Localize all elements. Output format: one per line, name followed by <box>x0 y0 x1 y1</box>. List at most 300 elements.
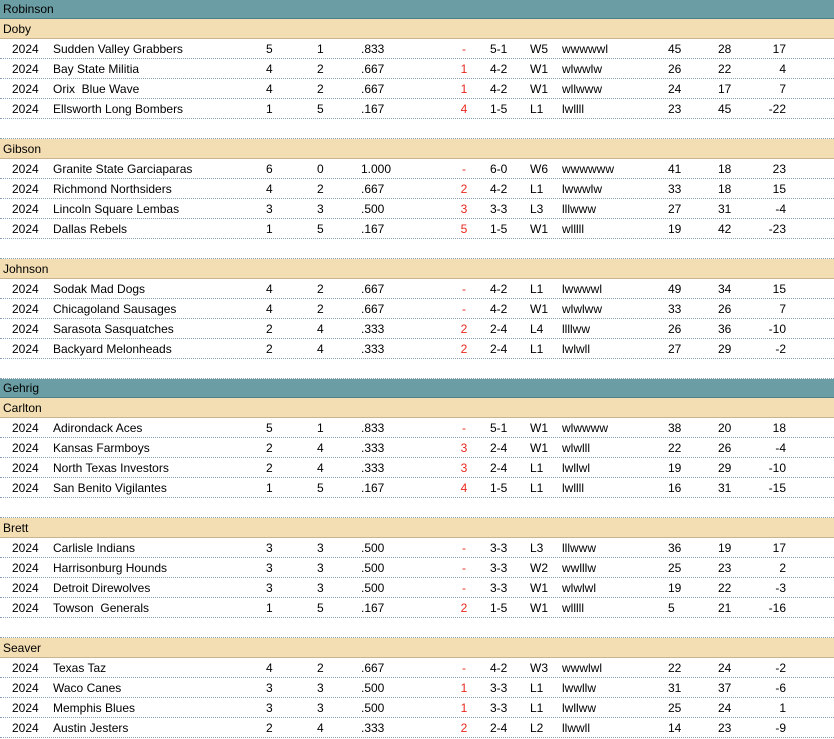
cell-record: 3-3 <box>490 202 508 216</box>
cell-streak: L1 <box>530 701 544 715</box>
cell-diff: -2 <box>775 661 786 675</box>
cell-year: 2024 <box>12 302 39 316</box>
cell-pct: .333 <box>361 342 385 356</box>
cell-team: San Benito Vigilantes <box>53 481 167 495</box>
cell-record: 3-3 <box>490 561 508 575</box>
cell-diff: 1 <box>779 701 786 715</box>
cell-rs: 25 <box>668 561 682 575</box>
cell-rs: 23 <box>668 102 682 116</box>
cell-l: 3 <box>317 681 324 695</box>
cell-rs: 22 <box>668 441 682 455</box>
cell-rs: 38 <box>668 421 682 435</box>
cell-ra: 37 <box>718 681 732 695</box>
cell-rs: 19 <box>668 222 682 236</box>
cell-ra: 45 <box>718 102 732 116</box>
team-row[interactable] <box>0 718 834 738</box>
cell-w: 2 <box>266 461 273 475</box>
cell-year: 2024 <box>12 102 39 116</box>
cell-w: 5 <box>266 421 273 435</box>
cell-pct: .667 <box>361 62 385 76</box>
cell-team: Waco Canes <box>53 681 122 695</box>
cell-diff: 4 <box>779 62 786 76</box>
cell-rs: 24 <box>668 82 682 96</box>
cell-l: 4 <box>317 461 324 475</box>
cell-l: 4 <box>317 322 324 336</box>
cell-w: 1 <box>266 481 273 495</box>
cell-rs: 19 <box>668 581 682 595</box>
cell-ra: 22 <box>718 62 732 76</box>
cell-last6: lwwllw <box>562 681 596 695</box>
cell-ra: 19 <box>718 541 732 555</box>
cell-l: 5 <box>317 601 324 615</box>
cell-diff: 2 <box>779 561 786 575</box>
cell-diff: -10 <box>768 461 786 475</box>
cell-streak: L2 <box>530 721 544 735</box>
cell-ra: 29 <box>718 461 732 475</box>
team-row[interactable] <box>0 179 834 199</box>
cell-gb: 1 <box>460 681 468 695</box>
cell-team: Granite State Garciaparas <box>53 162 193 176</box>
cell-pct: 1.000 <box>361 162 392 176</box>
cell-year: 2024 <box>12 681 39 695</box>
cell-team: Lincoln Square Lembas <box>53 202 180 216</box>
cell-last6: wlwlww <box>562 302 602 316</box>
conference-header[interactable]: Robinson <box>0 0 834 19</box>
cell-year: 2024 <box>12 222 39 236</box>
cell-l: 1 <box>317 42 324 56</box>
blank-row <box>0 119 834 139</box>
cell-team: Sodak Mad Dogs <box>53 282 146 296</box>
cell-gb: 2 <box>460 322 468 336</box>
cell-ra: 22 <box>718 581 732 595</box>
cell-last6: lwwwwl <box>562 282 602 296</box>
division-header[interactable]: Doby <box>0 19 834 39</box>
cell-record: 5-1 <box>490 421 508 435</box>
cell-diff: -2 <box>775 342 786 356</box>
blank-row <box>0 239 834 259</box>
cell-gb: 2 <box>460 182 468 196</box>
cell-diff: -4 <box>775 202 786 216</box>
cell-streak: W3 <box>530 661 548 675</box>
cell-record: 1-5 <box>490 481 508 495</box>
cell-record: 3-3 <box>490 541 508 555</box>
cell-record: 3-3 <box>490 701 508 715</box>
cell-last6: lllwww <box>562 202 596 216</box>
cell-record: 1-5 <box>490 601 508 615</box>
cell-gb: - <box>462 162 466 176</box>
cell-diff: 18 <box>772 421 786 435</box>
cell-year: 2024 <box>12 322 39 336</box>
blank-row <box>0 359 834 379</box>
cell-gb: - <box>462 561 466 575</box>
cell-ra: 20 <box>718 421 732 435</box>
cell-l: 4 <box>317 441 324 455</box>
cell-last6: wwwwwl <box>562 42 608 56</box>
cell-ra: 26 <box>718 441 732 455</box>
cell-team: Sudden Valley Grabbers <box>53 42 183 56</box>
cell-pct: .167 <box>361 102 385 116</box>
cell-year: 2024 <box>12 721 39 735</box>
cell-rs: 16 <box>668 481 682 495</box>
team-row[interactable] <box>0 39 834 59</box>
cell-streak: W2 <box>530 561 548 575</box>
cell-year: 2024 <box>12 342 39 356</box>
blank-row <box>0 498 834 518</box>
cell-streak: W1 <box>530 441 548 455</box>
team-row[interactable] <box>0 558 834 578</box>
cell-w: 2 <box>266 721 273 735</box>
team-row[interactable] <box>0 698 834 718</box>
cell-rs: 36 <box>668 541 682 555</box>
cell-record: 4-2 <box>490 661 508 675</box>
cell-gb: - <box>462 581 466 595</box>
cell-last6: wlllll <box>562 601 584 615</box>
cell-w: 4 <box>266 82 273 96</box>
cell-streak: L1 <box>530 102 544 116</box>
cell-w: 1 <box>266 601 273 615</box>
cell-gb: 4 <box>460 481 468 495</box>
cell-w: 4 <box>266 282 273 296</box>
team-row[interactable] <box>0 418 834 438</box>
cell-l: 3 <box>317 701 324 715</box>
cell-record: 2-4 <box>490 342 508 356</box>
cell-pct: .333 <box>361 441 385 455</box>
cell-streak: W1 <box>530 82 548 96</box>
cell-team: Harrisonburg Hounds <box>53 561 168 575</box>
cell-gb: 1 <box>460 701 468 715</box>
cell-w: 3 <box>266 701 273 715</box>
cell-gb: 5 <box>460 222 468 236</box>
cell-streak: L3 <box>530 202 544 216</box>
cell-diff: 15 <box>772 282 786 296</box>
team-row[interactable] <box>0 578 834 598</box>
team-row[interactable] <box>0 478 834 498</box>
cell-w: 3 <box>266 681 273 695</box>
cell-streak: W1 <box>530 581 548 595</box>
team-row[interactable] <box>0 59 834 79</box>
cell-l: 5 <box>317 222 324 236</box>
division-header[interactable]: Johnson <box>0 259 834 279</box>
cell-pct: .500 <box>361 202 385 216</box>
team-row[interactable] <box>0 438 834 458</box>
cell-ra: 23 <box>718 721 732 735</box>
cell-streak: W6 <box>530 162 548 176</box>
cell-team: Orix Blue Wave <box>53 82 140 96</box>
cell-pct: .833 <box>361 421 385 435</box>
cell-ra: 18 <box>718 162 732 176</box>
cell-last6: wlwlwl <box>562 581 596 595</box>
cell-pct: .167 <box>361 222 385 236</box>
cell-l: 2 <box>317 282 324 296</box>
cell-pct: .667 <box>361 302 385 316</box>
cell-rs: 45 <box>668 42 682 56</box>
cell-diff: -15 <box>768 481 786 495</box>
cell-year: 2024 <box>12 421 39 435</box>
cell-diff: 7 <box>779 302 786 316</box>
cell-l: 0 <box>317 162 324 176</box>
cell-streak: L1 <box>530 681 544 695</box>
cell-ra: 23 <box>718 561 732 575</box>
cell-team: Adirondack Aces <box>53 421 143 435</box>
cell-pct: .500 <box>361 701 385 715</box>
cell-streak: W1 <box>530 601 548 615</box>
cell-pct: .833 <box>361 42 385 56</box>
cell-gb: - <box>462 421 466 435</box>
cell-diff: -10 <box>768 322 786 336</box>
cell-gb: 1 <box>460 82 468 96</box>
cell-gb: 3 <box>460 202 468 216</box>
team-row[interactable] <box>0 339 834 359</box>
cell-year: 2024 <box>12 42 39 56</box>
cell-diff: -22 <box>768 102 786 116</box>
cell-pct: .333 <box>361 322 385 336</box>
cell-year: 2024 <box>12 441 39 455</box>
cell-team: Memphis Blues <box>53 701 136 715</box>
cell-gb: 3 <box>460 461 468 475</box>
division-header[interactable]: Brett <box>0 518 834 538</box>
cell-record: 4-2 <box>490 62 508 76</box>
cell-streak: L4 <box>530 322 544 336</box>
cell-last6: wlwwlw <box>562 62 602 76</box>
cell-team: Bay State Militia <box>53 62 140 76</box>
cell-year: 2024 <box>12 282 39 296</box>
cell-pct: .167 <box>361 481 385 495</box>
cell-record: 2-4 <box>490 322 508 336</box>
cell-l: 3 <box>317 541 324 555</box>
cell-l: 2 <box>317 661 324 675</box>
conference-header[interactable]: Gehrig <box>0 379 834 398</box>
cell-last6: lwllll <box>562 481 584 495</box>
cell-team: North Texas Investors <box>53 461 169 475</box>
cell-rs: 41 <box>668 162 682 176</box>
cell-year: 2024 <box>12 82 39 96</box>
cell-last6: lwllww <box>562 701 596 715</box>
cell-record: 4-2 <box>490 182 508 196</box>
cell-rs: 49 <box>668 282 682 296</box>
cell-w: 3 <box>266 581 273 595</box>
cell-w: 2 <box>266 342 273 356</box>
team-row[interactable] <box>0 99 834 119</box>
cell-streak: L1 <box>530 182 544 196</box>
cell-l: 2 <box>317 82 324 96</box>
team-row[interactable] <box>0 159 834 179</box>
cell-diff: 23 <box>772 162 786 176</box>
cell-record: 4-2 <box>490 282 508 296</box>
cell-pct: .667 <box>361 282 385 296</box>
cell-gb: - <box>462 42 466 56</box>
cell-pct: .333 <box>361 461 385 475</box>
cell-rs: 33 <box>668 182 682 196</box>
cell-pct: .333 <box>361 721 385 735</box>
cell-last6: lwlwll <box>562 342 590 356</box>
cell-team: Carlisle Indians <box>53 541 136 555</box>
cell-last6: wwwlwl <box>562 661 602 675</box>
cell-streak: W1 <box>530 302 548 316</box>
cell-ra: 17 <box>718 82 732 96</box>
cell-diff: -16 <box>768 601 786 615</box>
cell-gb: - <box>462 541 466 555</box>
cell-gb: 2 <box>460 601 468 615</box>
cell-streak: L1 <box>530 342 544 356</box>
cell-record: 1-5 <box>490 102 508 116</box>
cell-diff: -9 <box>775 721 786 735</box>
cell-pct: .667 <box>361 661 385 675</box>
cell-pct: .167 <box>361 601 385 615</box>
cell-gb: 1 <box>460 62 468 76</box>
cell-ra: 24 <box>718 661 732 675</box>
cell-ra: 31 <box>718 481 732 495</box>
cell-w: 6 <box>266 162 273 176</box>
cell-last6: llllww <box>562 322 590 336</box>
cell-gb: 2 <box>460 721 468 735</box>
team-row[interactable] <box>0 538 834 558</box>
cell-gb: 2 <box>460 342 468 356</box>
cell-team: Kansas Farmboys <box>53 441 150 455</box>
cell-rs: 27 <box>668 202 682 216</box>
cell-w: 1 <box>266 102 273 116</box>
cell-year: 2024 <box>12 162 39 176</box>
cell-ra: 42 <box>718 222 732 236</box>
cell-year: 2024 <box>12 202 39 216</box>
cell-w: 4 <box>266 182 273 196</box>
cell-l: 3 <box>317 581 324 595</box>
cell-year: 2024 <box>12 182 39 196</box>
cell-last6: wllwww <box>562 82 602 96</box>
cell-w: 4 <box>266 302 273 316</box>
cell-last6: llwwll <box>562 721 590 735</box>
cell-year: 2024 <box>12 661 39 675</box>
cell-last6: lllwww <box>562 541 596 555</box>
cell-last6: lwllwl <box>562 461 590 475</box>
blank-row <box>0 618 834 638</box>
cell-last6: wlwwww <box>562 421 608 435</box>
cell-streak: W1 <box>530 222 548 236</box>
cell-streak: W5 <box>530 42 548 56</box>
cell-year: 2024 <box>12 601 39 615</box>
cell-streak: L1 <box>530 461 544 475</box>
cell-record: 1-5 <box>490 222 508 236</box>
cell-streak: L3 <box>530 541 544 555</box>
cell-w: 1 <box>266 222 273 236</box>
cell-rs: 33 <box>668 302 682 316</box>
cell-w: 4 <box>266 661 273 675</box>
cell-team: Richmond Northsiders <box>53 182 172 196</box>
cell-pct: .500 <box>361 581 385 595</box>
division-header[interactable]: Gibson <box>0 139 834 159</box>
cell-l: 2 <box>317 62 324 76</box>
division-header[interactable]: Seaver <box>0 638 834 658</box>
cell-last6: wlllll <box>562 222 584 236</box>
cell-ra: 21 <box>718 601 732 615</box>
team-row[interactable] <box>0 279 834 299</box>
cell-gb: 4 <box>460 102 468 116</box>
cell-diff: 17 <box>772 541 786 555</box>
cell-team: Ellsworth Long Bombers <box>53 102 184 116</box>
cell-year: 2024 <box>12 541 39 555</box>
cell-diff: 17 <box>772 42 786 56</box>
cell-gb: - <box>462 661 466 675</box>
division-header[interactable]: Carlton <box>0 398 834 418</box>
cell-team: Towson Generals <box>53 601 150 615</box>
cell-w: 5 <box>266 42 273 56</box>
cell-year: 2024 <box>12 62 39 76</box>
cell-ra: 28 <box>718 42 732 56</box>
team-row[interactable] <box>0 678 834 698</box>
cell-record: 6-0 <box>490 162 508 176</box>
team-row[interactable] <box>0 458 834 478</box>
cell-rs: 25 <box>668 701 682 715</box>
team-row[interactable] <box>0 79 834 99</box>
cell-ra: 26 <box>718 302 732 316</box>
cell-l: 5 <box>317 481 324 495</box>
cell-w: 2 <box>266 441 273 455</box>
cell-ra: 34 <box>718 282 732 296</box>
cell-pct: .667 <box>361 182 385 196</box>
cell-l: 4 <box>317 342 324 356</box>
cell-pct: .667 <box>361 82 385 96</box>
cell-ra: 31 <box>718 202 732 216</box>
cell-gb: 3 <box>460 441 468 455</box>
cell-diff: -6 <box>775 681 786 695</box>
cell-diff: 7 <box>779 82 786 96</box>
team-row[interactable] <box>0 319 834 339</box>
cell-team: Chicagoland Sausages <box>53 302 177 316</box>
cell-team: Backyard Melonheads <box>53 342 172 356</box>
cell-team: Dallas Rebels <box>53 222 128 236</box>
cell-last6: wlwlll <box>562 441 590 455</box>
cell-rs: 27 <box>668 342 682 356</box>
cell-last6: wwwwww <box>562 162 614 176</box>
cell-record: 5-1 <box>490 42 508 56</box>
cell-record: 3-3 <box>490 581 508 595</box>
team-row[interactable] <box>0 598 834 618</box>
cell-pct: .500 <box>361 561 385 575</box>
team-row[interactable] <box>0 219 834 239</box>
cell-year: 2024 <box>12 481 39 495</box>
team-row[interactable] <box>0 658 834 678</box>
cell-rs: 19 <box>668 461 682 475</box>
cell-w: 2 <box>266 322 273 336</box>
team-row[interactable] <box>0 199 834 219</box>
cell-streak: L1 <box>530 481 544 495</box>
cell-l: 2 <box>317 302 324 316</box>
cell-diff: -23 <box>768 222 786 236</box>
cell-record: 2-4 <box>490 461 508 475</box>
cell-gb: - <box>462 282 466 296</box>
cell-l: 2 <box>317 182 324 196</box>
cell-l: 3 <box>317 561 324 575</box>
cell-l: 5 <box>317 102 324 116</box>
cell-rs: 26 <box>668 62 682 76</box>
cell-ra: 24 <box>718 701 732 715</box>
cell-diff: 15 <box>772 182 786 196</box>
cell-team: Texas Taz <box>53 661 107 675</box>
cell-year: 2024 <box>12 461 39 475</box>
cell-diff: -3 <box>775 581 786 595</box>
cell-streak: W1 <box>530 421 548 435</box>
cell-ra: 36 <box>718 322 732 336</box>
cell-last6: lwllll <box>562 102 584 116</box>
cell-w: 4 <box>266 62 273 76</box>
cell-w: 3 <box>266 541 273 555</box>
cell-record: 2-4 <box>490 721 508 735</box>
cell-w: 3 <box>266 561 273 575</box>
cell-rs: 26 <box>668 322 682 336</box>
team-row[interactable] <box>0 299 834 319</box>
cell-last6: wwlllw <box>562 561 596 575</box>
cell-rs: 22 <box>668 661 682 675</box>
cell-ra: 18 <box>718 182 732 196</box>
